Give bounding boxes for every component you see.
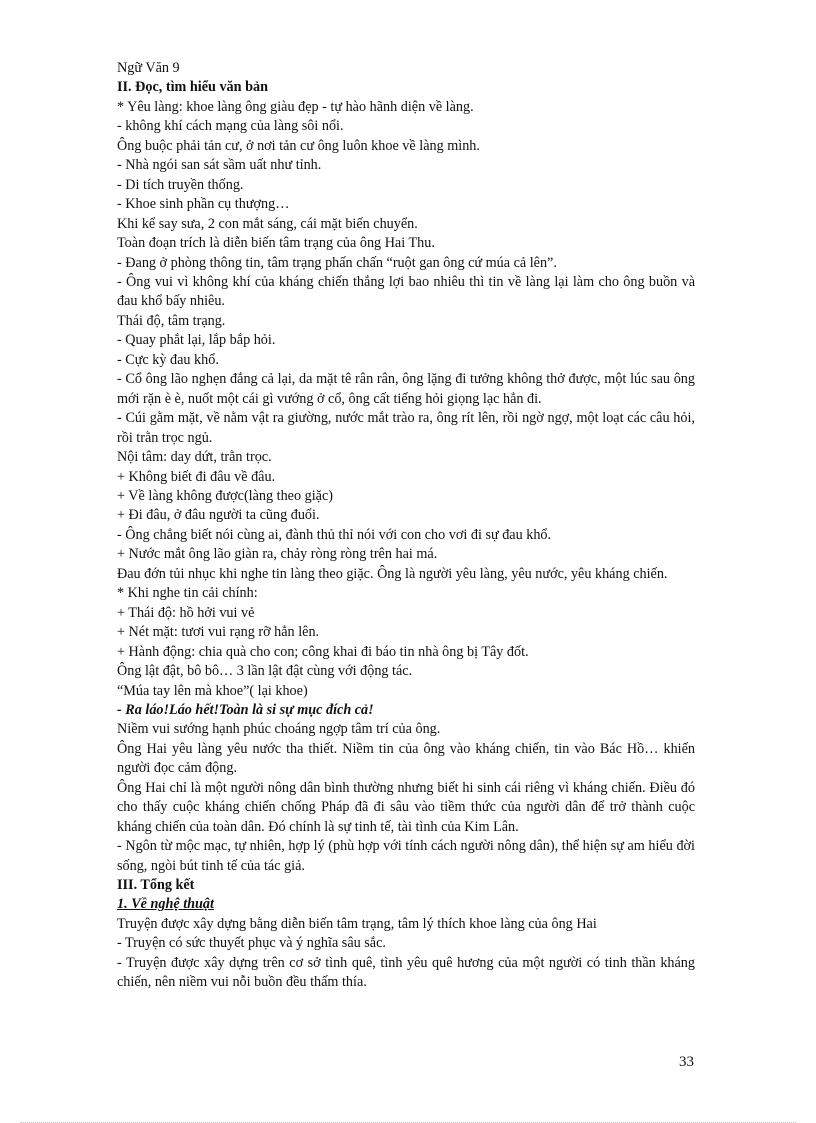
body-block-1 xyxy=(117,98,695,701)
text-line: + Nước mắt ông lão giàn ra, chảy ròng ròng trên hai má. xyxy=(117,546,438,563)
text-line: - Cực kỳ đau khổ. xyxy=(117,351,219,368)
text-line: “Múa tay lên mà khoe”( lại khoe) xyxy=(117,682,308,699)
text-line: - Đang ở phòng thông tin, tâm trạng phấn chấn “ruột gan ông cứ múa cả lên”. xyxy=(117,254,557,271)
text-paragraph: Ông Hai yêu làng yêu nước tha thiết. Niềm tin của ông vào kháng chiến, tin vào Bác Hồ… khiến người đọc cảm động. xyxy=(117,740,695,777)
body-block-3 xyxy=(117,915,695,993)
section-heading-2: II. Đọc, tìm hiểu văn bản xyxy=(117,79,268,96)
text-line: Nội tâm: day dứt, trằn trọc. xyxy=(117,449,272,466)
text-line: - Truyện có sức thuyết phục và ý nghĩa sâu sắc. xyxy=(117,935,386,952)
text-line: Ông buộc phải tản cư, ở nơi tản cư ông luôn khoe về làng mình. xyxy=(117,137,480,154)
text-paragraph: - Ông vui vì không khí của kháng chiến thắng lợi bao nhiêu thì tin về làng lại làm cho ông buồn và đau khổ bấy nhiêu. xyxy=(117,273,695,310)
text-paragraph: - Ngôn từ mộc mạc, tự nhiên, hợp lý (phù hợp với tính cách người nông dân), thể hiện sự am hiểu đời sống, ngòi bút tinh tế của tác giả. xyxy=(117,838,695,874)
page-number: 33 xyxy=(679,1054,694,1070)
text-paragraph: Đau đớn tủi nhục khi nghe tin làng theo giặc. Ông là người yêu làng, yêu nước, yêu kháng chiến. xyxy=(117,565,668,582)
text-line: Truyện được xây dựng bằng diễn biến tâm trạng, tâm lý thích khoe làng của ông Hai xyxy=(117,915,597,932)
text-line: Niềm vui sướng hạnh phúc choáng ngợp tâm trí của ông. xyxy=(117,721,441,738)
italic-quote: - Ra láo!Láo hết!Toàn là si sự mục đích cả! xyxy=(117,701,374,718)
text-line: + Nét mặt: tươi vui rạng rỡ hẳn lên. xyxy=(117,624,320,641)
document-body xyxy=(117,59,695,993)
text-line: + Không biết đi đâu về đâu. xyxy=(117,468,276,485)
text-line: Thái độ, tâm trạng. xyxy=(117,312,226,329)
text-line: * Khi nghe tin cải chính: xyxy=(117,585,258,602)
text-line: Khi kể say sưa, 2 con mắt sáng, cái mặt biến chuyển. xyxy=(117,215,418,232)
text-line: + Đi đâu, ở đâu người ta cũng đuổi. xyxy=(117,507,320,524)
header-subject: Ngữ Văn 9 xyxy=(117,60,180,76)
text-line: - Ông chẳng biết nói cùng ai, đành thủ thỉ nói với con cho vơi đi sự đau khổ. xyxy=(117,526,552,543)
section-heading-3: III. Tổng kết xyxy=(117,877,195,894)
text-line: - Di tích truyền thống. xyxy=(117,176,244,193)
subsection-heading: 1. Về nghệ thuật xyxy=(117,896,214,913)
text-line: + Hành động: chia quà cho con; công khai đi báo tin nhà ông bị Tây đốt. xyxy=(117,643,529,660)
text-line: + Thái độ: hồ hởi vui vẻ xyxy=(117,604,255,621)
text-line: - Quay phắt lại, lắp bắp hỏi. xyxy=(117,332,276,349)
text-paragraph: - Truyện được xây dựng trên cơ sở tình quê, tình yêu quê hương của một người có tinh thần kháng chiến, nên niềm vui nỗi buồn đều thấm thía. xyxy=(117,954,695,991)
text-line: * Yêu làng: khoe làng ông giàu đẹp - tự hào hãnh diện về làng. xyxy=(117,98,474,115)
text-line: - Khoe sinh phần cụ thượng… xyxy=(117,196,290,213)
body-block-2 xyxy=(117,720,695,876)
text-paragraph: - Cổ ông lão nghẹn đắng cả lại, da mặt tê rân rân, ông lặng đi tưởng không thở được, một lúc sau ông mới rặn è è, nuốt một cái gì vướng ở cổ, ông cất tiếng hỏi giọng lạc hẳn đi. xyxy=(117,371,695,407)
text-line: + Về làng không được(làng theo giặc) xyxy=(117,487,333,504)
text-paragraph: - Cúi gằm mặt, về nằm vật ra giường, nước mắt trào ra, ông rít lên, rồi ngờ ngợ, một loạt các câu hỏi, rồi trằn trọc ngủ. xyxy=(117,410,695,446)
text-line: - Nhà ngói san sát sầm uất như tỉnh. xyxy=(117,157,322,174)
text-line: Toàn đoạn trích là diễn biến tâm trạng của ông Hai Thu. xyxy=(117,235,435,252)
text-paragraph: Ông Hai chỉ là một người nông dân bình thường nhưng biết hi sinh cái riêng vì kháng chiến. Điều đó cho thấy cuộc kháng chiến chống Pháp đã đi sâu vào tiềm thức của người dân để trở thành cuộc kháng chiến của toàn dân. Đó chính là sự tinh tế, tài tình của Kim Lân. xyxy=(117,779,695,835)
text-line: Ông lật đật, bô bô… 3 lần lật đật cùng với động tác. xyxy=(117,663,413,680)
text-line: - không khí cách mạng của làng sôi nổi. xyxy=(117,118,344,135)
